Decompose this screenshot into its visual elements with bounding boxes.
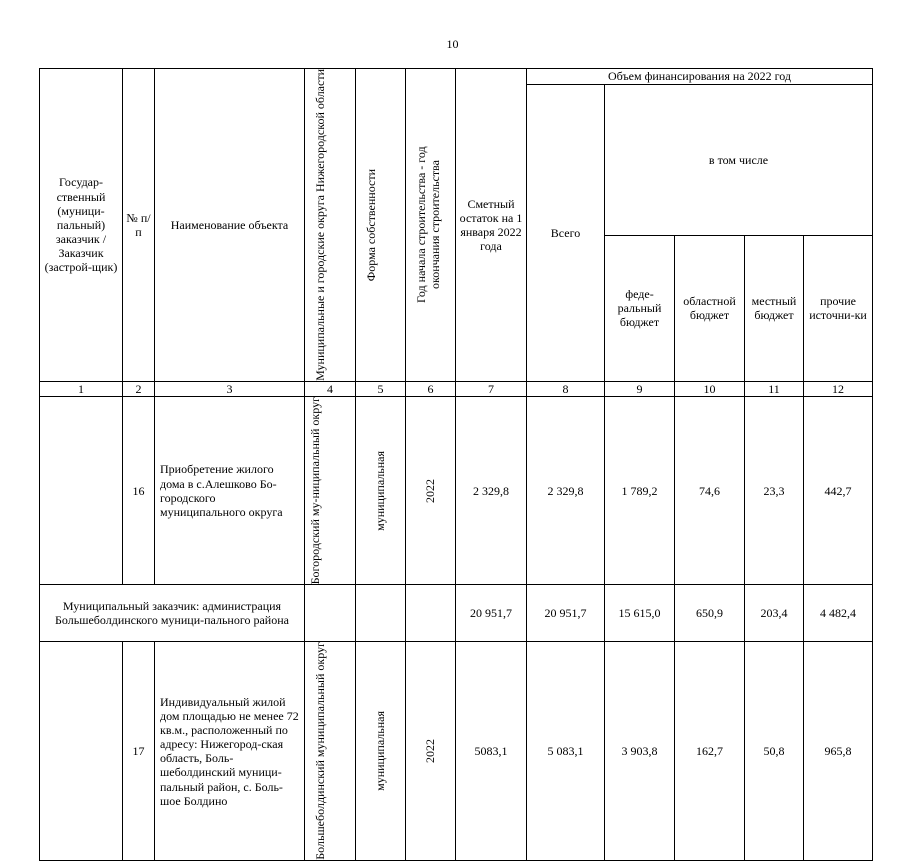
header-customer: [40, 69, 123, 382]
col-number: 8: [527, 381, 605, 396]
row-ownership: [356, 642, 406, 861]
row-municipality-text: Богородский му-ниципальный округ: [308, 396, 322, 585]
header-federal: [605, 235, 675, 381]
row-total: 5 083,1: [527, 642, 605, 861]
header-regional-text: областной бюджет: [683, 294, 736, 323]
header-num: [123, 69, 155, 382]
row-remainder: 2 329,8: [456, 396, 527, 584]
header-object-name-text: Наименование объекта: [170, 217, 289, 232]
row-municipality-text: Большеболдинский муниципальный округ: [313, 642, 327, 861]
row-customer: [40, 642, 123, 861]
header-funding: [527, 69, 873, 85]
row-num: 16: [123, 396, 155, 584]
subtotal-row: [40, 585, 873, 642]
row-customer: [40, 396, 123, 584]
col-number: 10: [675, 381, 745, 396]
row-regional: 162,7: [675, 642, 745, 861]
subtotal-empty: [305, 585, 356, 642]
row-regional: 74,6: [675, 396, 745, 584]
row-other: 965,8: [804, 642, 873, 861]
row-ownership-text: муниципальная: [372, 450, 387, 531]
col-number: 4: [305, 381, 356, 396]
header-federal-text: феде-ральный бюджет: [617, 287, 662, 330]
col-number: 3: [155, 381, 305, 396]
col-number: 6: [406, 381, 456, 396]
header-including-text: в том числе: [708, 152, 769, 167]
row-num: 17: [123, 642, 155, 861]
header-other: [804, 235, 873, 381]
subtotal-label: Муниципальный заказчик: администрация Большеболдинского муници-пального района: [40, 585, 305, 642]
header-municipality-text: Муниципальные и городские округа Нижегородской области: [313, 69, 327, 381]
subtotal-empty: [356, 585, 406, 642]
financing-table: [39, 68, 873, 861]
subtotal-local: 203,4: [745, 585, 804, 642]
row-federal: 3 903,8: [605, 642, 675, 861]
subtotal-total: 20 951,7: [527, 585, 605, 642]
header-regional: [675, 235, 745, 381]
subtotal-empty: [406, 585, 456, 642]
header-ownership-text: Форма собственности: [363, 168, 378, 282]
header-customer-text: Государ-ственный (муници-пальный) заказчик / Заказчик (застрой-щик): [44, 175, 118, 275]
column-numbers-row: [40, 381, 873, 396]
header-including: [605, 85, 873, 236]
col-number: 12: [804, 381, 873, 396]
header-remainder: [456, 69, 527, 382]
header-remainder-text: Сметный остаток на 1 января 2022 года: [459, 196, 523, 254]
col-number: 5: [356, 381, 406, 396]
row-total: 2 329,8: [527, 396, 605, 584]
header-local: [745, 235, 804, 381]
col-number: 1: [40, 381, 123, 396]
row-object-name: Индивидуальный жилой дом площадью не менее 72 кв.м., расположенный по адресу: Нижегород-ская область, Боль-шеболдинский муници-пальный район, с. Боль-шое Болдино: [155, 642, 305, 861]
col-number: 9: [605, 381, 675, 396]
header-years-text: Год начала строительства - год окончания строительства: [413, 146, 442, 304]
row-remainder: 5083,1: [456, 642, 527, 861]
row-local: 50,8: [745, 642, 804, 861]
header-row-1: [40, 69, 873, 85]
row-other: 442,7: [804, 396, 873, 584]
row-year-text: 2022: [422, 478, 437, 503]
row-municipality: [305, 642, 356, 861]
row-municipality: [305, 396, 356, 584]
row-year-text: 2022: [422, 739, 437, 764]
row-object-name: Приобретение жилого дома в с.Алешково Бо-городского муниципального округа: [155, 396, 305, 584]
header-municipality: [305, 69, 356, 382]
row-federal: 1 789,2: [605, 396, 675, 584]
header-total-text: Всего: [550, 225, 581, 240]
col-number: 7: [456, 381, 527, 396]
header-other-text: прочие источни-ки: [809, 294, 867, 323]
table-row: [40, 642, 873, 861]
header-object-name: [155, 69, 305, 382]
header-years: [406, 69, 456, 382]
header-local-text: местный бюджет: [751, 294, 797, 323]
subtotal-regional: 650,9: [675, 585, 745, 642]
row-ownership: [356, 396, 406, 584]
row-local: 23,3: [745, 396, 804, 584]
row-ownership-text: муниципальная: [372, 711, 387, 792]
header-funding-text: Объем финансирования на 2022 год: [608, 69, 792, 84]
page-number: 10: [446, 37, 459, 51]
col-number: 11: [745, 381, 804, 396]
table-row: [40, 396, 873, 584]
subtotal-remainder: 20 951,7: [456, 585, 527, 642]
header-ownership: [356, 69, 406, 382]
subtotal-federal: 15 615,0: [605, 585, 675, 642]
subtotal-other: 4 482,4: [804, 585, 873, 642]
header-num-text: № п/п: [126, 210, 151, 239]
col-number: 2: [123, 381, 155, 396]
row-year: [406, 642, 456, 861]
row-year: [406, 396, 456, 584]
header-total: [527, 85, 605, 382]
